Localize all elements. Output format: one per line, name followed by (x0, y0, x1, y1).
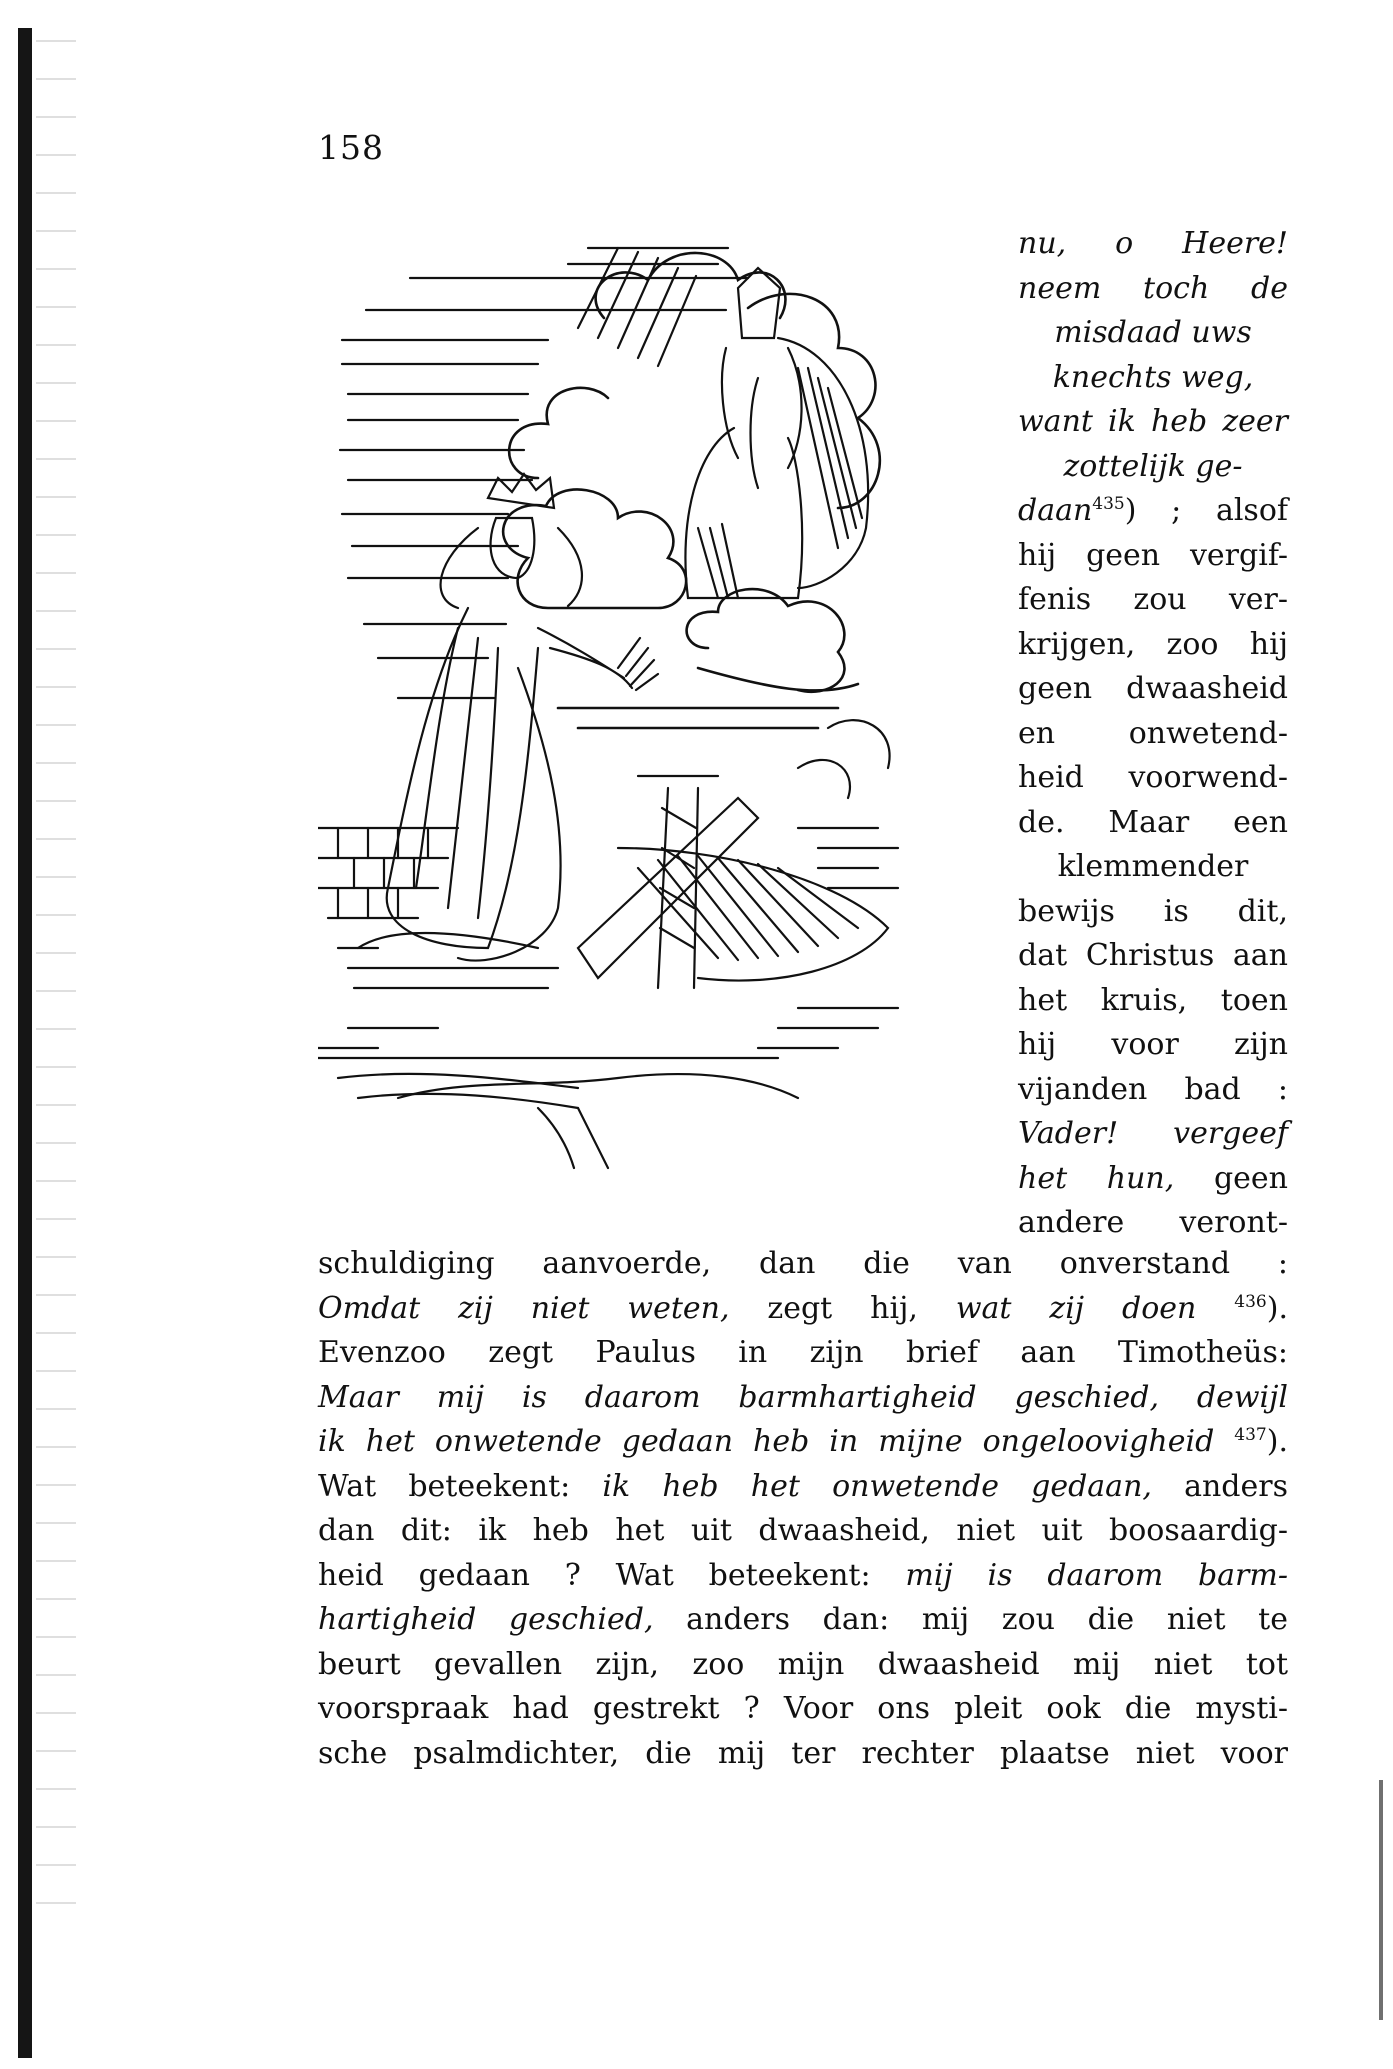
text-line (1018, 1201, 1288, 1246)
text-segment: nu, o Heere! (1018, 226, 1288, 261)
text-segment: want ik heb zeer (1018, 404, 1288, 439)
text-segment: Omdat zij niet weten, (318, 1290, 730, 1326)
text-line (1018, 1023, 1288, 1068)
text-line (318, 1643, 1288, 1688)
text-segment: dan dit: ik heb het uit dwaasheid, niet uit boosaardig- (318, 1513, 1288, 1548)
text-segment: voorspraak had gestrekt ? Voor ons pleit ook die mysti- (318, 1691, 1288, 1726)
text-line (1018, 400, 1288, 445)
text-segment: neem toch de (1018, 270, 1288, 306)
text-segment: Evenzoo zegt Paulus in zijn brief aan Timotheüs: (318, 1335, 1288, 1370)
text-line (1018, 979, 1288, 1024)
text-line (318, 1687, 1288, 1732)
footnote-ref: 435 (1092, 494, 1125, 514)
text-segment: heid voorwend- (1018, 760, 1288, 795)
text-segment: zottelijk ge- (1063, 448, 1243, 484)
text-line (318, 1509, 1288, 1554)
clouds (503, 253, 880, 728)
rays (578, 248, 696, 366)
text-line (318, 1465, 1288, 1510)
text-segment: bewijs is dit, (1018, 893, 1288, 929)
text-segment: zegt hij, (729, 1290, 956, 1326)
text-line (1018, 934, 1288, 979)
text-line (1018, 756, 1288, 801)
text-segment: fenis zou ver- (1018, 582, 1288, 617)
text-line (1018, 845, 1288, 890)
text-segment: dat Christus aan (1018, 938, 1288, 973)
text-line (1018, 1112, 1288, 1157)
text-segment: hartigheid geschied, (318, 1602, 654, 1637)
text-segment (1196, 1291, 1234, 1326)
text-segment: andere veront- (1018, 1205, 1288, 1240)
text-segment: het hun, (1018, 1160, 1175, 1196)
text-line (318, 1732, 1288, 1777)
ground-and-wall (318, 720, 898, 1168)
text-line (1018, 1068, 1288, 1113)
text-segment: ik heb het onwetende gedaan, (602, 1468, 1152, 1504)
text-line (1018, 267, 1288, 312)
text-line (318, 1376, 1288, 1421)
text-line (1018, 890, 1288, 935)
harp (578, 798, 888, 981)
text-segment: ). (1266, 1424, 1288, 1459)
text-line (1018, 445, 1288, 490)
text-segment: vijanden bad : (1018, 1071, 1288, 1107)
text-segment: het kruis, toen (1018, 982, 1288, 1018)
text-segment: mij is daarom barm- (905, 1557, 1288, 1593)
text-segment: knechts weg, (1052, 359, 1254, 395)
scan-binding-edge (18, 28, 32, 2058)
text-segment: Maar mij is daarom barmhartigheid geschied, dewijl (318, 1379, 1288, 1415)
footnote-ref: 436 (1234, 1291, 1267, 1312)
text-segment: beurt gevallen zijn, zoo mijn dwaasheid mij niet tot (318, 1646, 1288, 1682)
king-david (348, 474, 658, 988)
text-segment: wat zij doen (955, 1290, 1197, 1326)
text-line (1018, 667, 1288, 712)
text-line (318, 1420, 1288, 1465)
text-segment: ) ; alsof (1124, 493, 1288, 528)
page-number: 158 (318, 128, 384, 167)
text-segment (1214, 1424, 1234, 1459)
text-line (1018, 578, 1288, 623)
text-segment: hij voor zijn (1018, 1027, 1288, 1062)
footnote-ref: 437 (1234, 1425, 1267, 1445)
text-line (1018, 356, 1288, 401)
text-segment: ). (1266, 1290, 1288, 1326)
text-segment: schuldiging aanvoerde, dan die van onverstand : (318, 1246, 1288, 1281)
text-line (1018, 311, 1288, 356)
text-segment: geen dwaasheid (1018, 671, 1288, 706)
text-line (1018, 489, 1288, 534)
text-segment: sche psalmdichter, die mij ter rechter plaatse niet voor (318, 1735, 1288, 1771)
text-segment: daan (1018, 493, 1093, 528)
text-line (318, 1287, 1288, 1332)
text-segment: Vader! vergeef (1018, 1116, 1288, 1151)
text-segment: klemmender (1057, 849, 1249, 884)
text-segment: hij geen vergif- (1018, 537, 1288, 573)
text-line (318, 1554, 1288, 1599)
scan-gutter-shadow (36, 40, 76, 1940)
text-segment: heid gedaan ? Wat beteekent: (318, 1557, 906, 1593)
text-line (1018, 222, 1288, 267)
text-line (318, 1598, 1288, 1643)
text-segment: Wat beteekent: (318, 1468, 603, 1504)
text-line (1018, 534, 1288, 579)
text-segment: en onwetend- (1018, 715, 1288, 751)
text-line (1018, 712, 1288, 757)
side-text-column (1018, 222, 1288, 1246)
text-segment: geen (1174, 1160, 1288, 1196)
text-segment: anders (1151, 1468, 1288, 1504)
woodcut-illustration (318, 228, 978, 1188)
text-line (1018, 801, 1288, 846)
scan-right-edge (1379, 1780, 1383, 2020)
text-segment: ik het onwetende gedaan heb in mijne ongeloovigheid (318, 1424, 1215, 1459)
main-text-column (318, 1242, 1288, 1776)
text-line (318, 1331, 1288, 1376)
text-segment: de. Maar een (1018, 804, 1288, 840)
text-segment: misdaad uws (1054, 315, 1252, 350)
text-segment: krijgen, zoo hij (1018, 626, 1288, 662)
god-the-father (685, 268, 868, 598)
text-line (1018, 623, 1288, 668)
text-line (1018, 1157, 1288, 1202)
text-line (318, 1242, 1288, 1287)
text-segment: anders dan: mij zou die niet te (653, 1602, 1288, 1637)
